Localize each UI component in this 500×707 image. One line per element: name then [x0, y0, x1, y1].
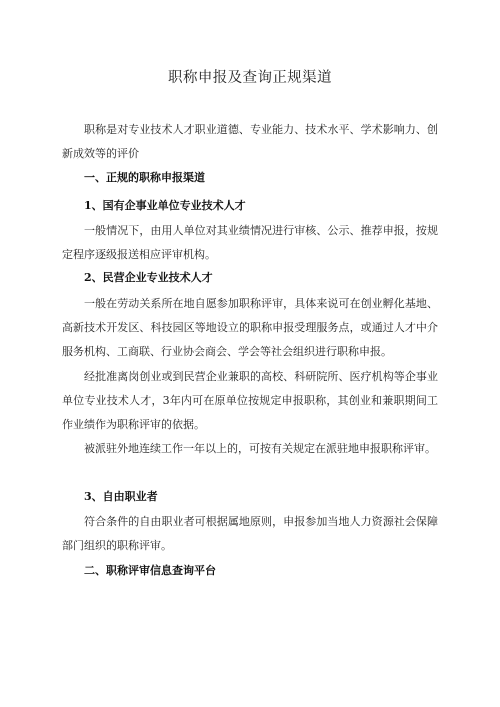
subsection-3-paragraph: 符合条件的自由职业者可根据属地原则，申报参加当地人力资源社会保障部门组织的职称评审。 — [62, 515, 438, 552]
section-2-heading: 二、职称评审信息查询平台 — [84, 564, 216, 577]
subsection-1-paragraph: 一般情况下，由用人单位对其业绩情况进行审核、公示、推荐申报，按规定程序逐级报送相应评审机构。 — [62, 224, 438, 261]
subsection-2-heading: 2、民营企业专业技术人才 — [84, 271, 213, 284]
subsection-2-paragraph-1: 一般在劳动关系所在地自愿参加职称评审，具体来说可在创业孵化基地、高新技术开发区、科技园区等地设立的职称申报受理服务点，或通过人才中介服务机构、工商联、行业协会商会、学会等社会组织进行职称申报。 — [62, 297, 438, 358]
document-page — [62, 0, 438, 707]
subsection-3-heading: 3、自由职业者 — [84, 490, 158, 503]
document-title: 职称申报及查询正规渠道 — [168, 70, 332, 86]
subsection-2-paragraph-3: 被派驻外地连续工作一年以上的，可按有关规定在派驻地申报职称评审。 — [84, 442, 436, 455]
intro-paragraph: 职称是对专业技术人才职业道德、专业能力、技术水平、学术影响力、创新成效等的评价 — [62, 123, 438, 160]
subsection-2-paragraph-2: 经批准离岗创业或到民营企业兼职的高校、科研院所、医疗机构等企事业单位专业技术人才，3年内可在原单位按规定申报职称，其创业和兼职期间工作业绩作为职称评审的依据。 — [62, 370, 438, 431]
subsection-1-heading: 1、国有企事业单位专业技术人才 — [84, 199, 246, 212]
section-1-heading: 一、正规的职称申报渠道 — [84, 171, 205, 184]
